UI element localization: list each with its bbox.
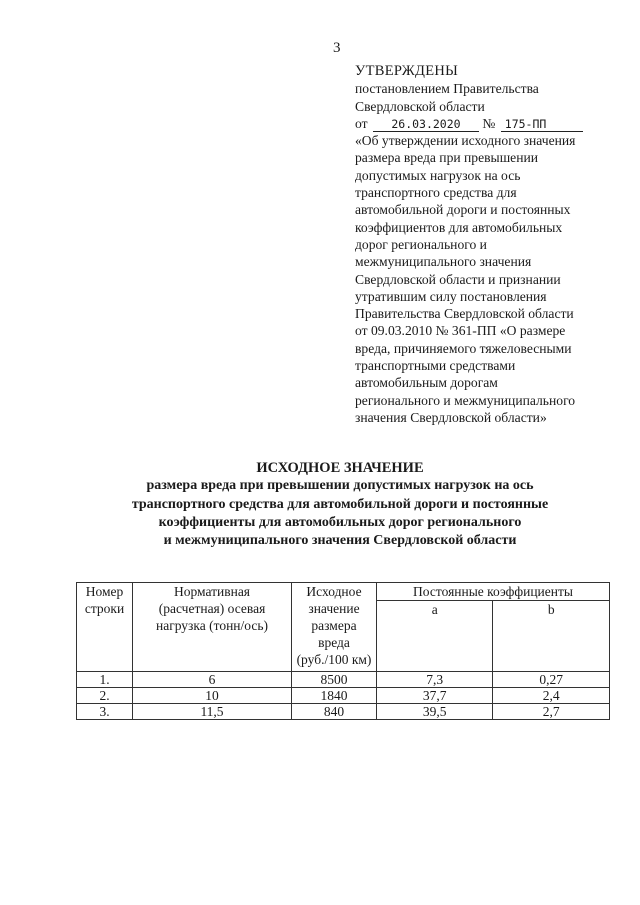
header-text: размера: [311, 618, 357, 633]
table-row: [77, 688, 610, 704]
subject-line: допустимых нагрузок на ось: [355, 167, 521, 183]
header-text: нагрузка (тонн/ось): [155, 618, 269, 633]
cell-coef-b: 2,4: [493, 688, 610, 704]
header-text: (расчетная) осевая: [158, 601, 266, 616]
subject-line: дорог регионального и: [355, 236, 487, 252]
approval-line: постановлением Правительства: [355, 81, 539, 97]
header-base-value: [292, 583, 377, 672]
table-header-row: [77, 583, 610, 601]
cell-axle-load: 11,5: [133, 704, 292, 720]
header-axle-load: [133, 583, 292, 672]
header-text: (руб./100 км): [296, 652, 372, 667]
number-value: 175-ПП: [501, 117, 583, 132]
table-row: [77, 704, 610, 720]
cell-row-number: 2.: [77, 688, 133, 704]
header-text: Исходное: [306, 584, 362, 599]
date-value: 26.03.2020: [373, 117, 479, 132]
approval-date-line: [355, 115, 605, 132]
subject-line: Свердловской области и признании: [355, 271, 561, 287]
header-text: строки: [84, 601, 125, 616]
subject-line: утратившим силу постановления: [355, 288, 547, 304]
header-coef-a: a: [377, 601, 493, 672]
header-text: значение: [308, 601, 360, 616]
header-text: вреда: [318, 635, 350, 650]
approval-block: [355, 63, 605, 426]
subject-line: «Об утверждении исходного значения: [355, 133, 576, 149]
subject-line: вреда, причиняемого тяжеловесными: [355, 340, 572, 356]
table-row: [77, 672, 610, 688]
header-coefficients: Постоянные коэффициенты: [377, 583, 610, 601]
title-line: коэффициенты для автомобильных дорог регионального: [158, 514, 522, 530]
cell-row-number: 1.: [77, 672, 133, 688]
approval-heading: УТВЕРЖДЕНЫ: [355, 63, 459, 79]
values-table: [76, 582, 610, 720]
approval-subject: [355, 132, 605, 426]
date-prefix: от: [355, 115, 368, 131]
title-line: транспортного средства для автомобильной дороги и постоянные: [131, 496, 549, 512]
title-line: размера вреда при превышении допустимых нагрузок на ось: [146, 478, 534, 494]
cell-axle-load: 6: [133, 672, 292, 688]
approval-line: Свердловской области: [355, 98, 485, 114]
header-coef-b: b: [493, 601, 610, 672]
header-row-number: [77, 583, 133, 672]
cell-coef-b: 0,27: [493, 672, 610, 688]
subject-line: размера вреда при превышении: [355, 150, 539, 166]
subject-line: автомобильной дороги и постоянных: [355, 202, 571, 218]
cell-coef-a: 39,5: [377, 704, 493, 720]
subject-line: от 09.03.2010 № 361-ПП «О размере: [355, 323, 566, 339]
subject-line: транспортными средствами: [355, 358, 516, 374]
subject-line: межмуниципального значения: [355, 254, 532, 270]
cell-coef-a: 7,3: [377, 672, 493, 688]
subject-line: автомобильным дорогам: [355, 375, 498, 391]
cell-base-value: 840: [292, 704, 377, 720]
cell-axle-load: 10: [133, 688, 292, 704]
document-title: [70, 459, 610, 550]
number-prefix: №: [482, 115, 496, 131]
cell-row-number: 3.: [77, 704, 133, 720]
subject-line: регионального и межмуниципального: [355, 392, 576, 408]
title-line: и межмуниципального значения Свердловской области: [163, 533, 517, 549]
cell-coef-b: 2,7: [493, 704, 610, 720]
subject-line: транспортного средства для: [355, 185, 517, 201]
header-text: Нормативная: [173, 584, 251, 599]
header-text: Номер: [85, 584, 124, 599]
cell-coef-a: 37,7: [377, 688, 493, 704]
subject-line: коэффициентов для автомобильных: [355, 219, 563, 235]
subject-line: значения Свердловской области»: [355, 409, 547, 425]
cell-base-value: 8500: [292, 672, 377, 688]
title-main: ИСХОДНОЕ ЗНАЧЕНИЕ: [256, 460, 424, 476]
page-number: 3: [333, 40, 341, 56]
subject-line: Правительства Свердловской области: [355, 306, 574, 322]
cell-base-value: 1840: [292, 688, 377, 704]
